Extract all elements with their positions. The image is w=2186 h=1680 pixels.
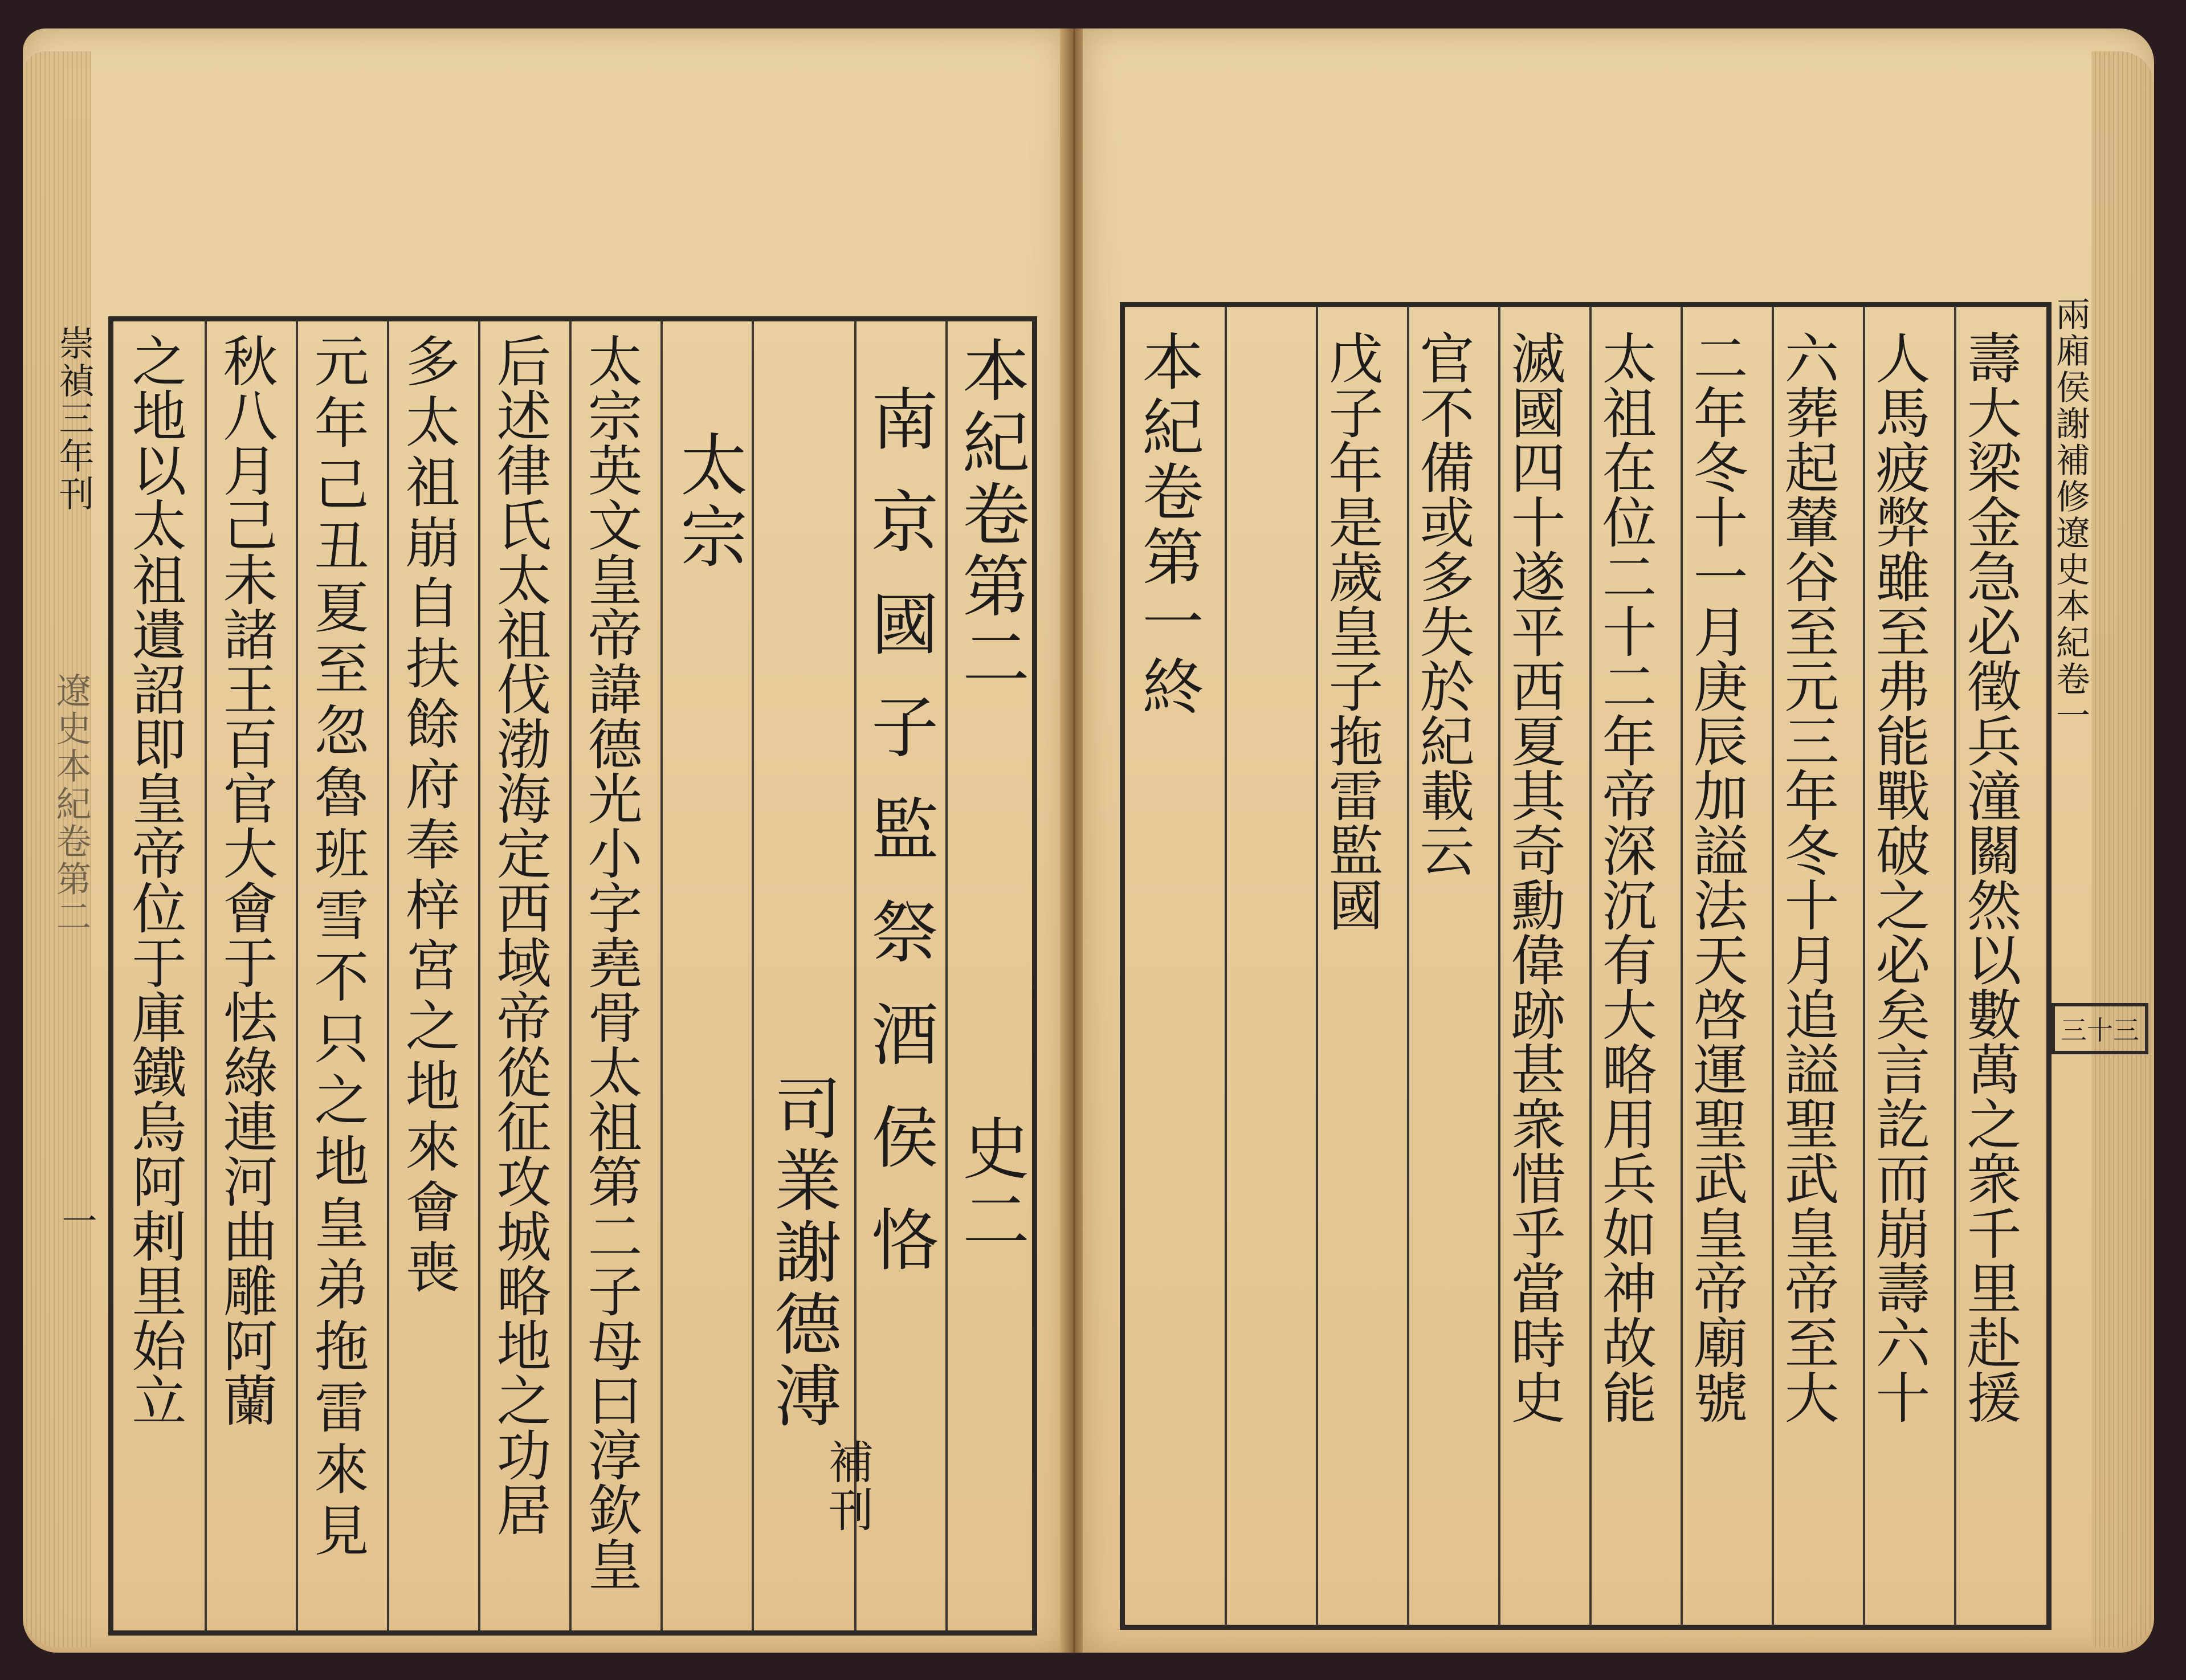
left-col-1: 太宗英文皇帝諱德光小字堯骨太祖第二子母曰淳欽皇: [579, 333, 643, 1591]
right-page: [1083, 28, 2154, 1653]
left-margin-note: 崇禎三年刊: [53, 325, 95, 513]
chapter-name: 太宗: [669, 430, 748, 573]
left-header-section: 史二: [951, 1114, 1030, 1257]
right-col-7: 官不備或多失於紀載云: [1411, 330, 1475, 877]
right-margin-page: 三十三: [2052, 1003, 2148, 1054]
left-page: [23, 28, 1066, 1653]
left-text-frame: [108, 316, 1037, 1636]
left-col-4: 元年己丑夏至忽魯班雪不只之地皇弟拖雷來見: [305, 333, 369, 1564]
left-margin-title: 遼史本紀卷第二: [50, 672, 92, 936]
left-col-5: 秋八月己未諸王百官大會于怯綠連河曲雕阿蘭: [214, 333, 278, 1427]
right-col-1: 壽大梁金急必徵兵潼關然以數萬之衆千里赴援: [1958, 330, 2022, 1424]
author-line-1: 南京國子監祭酒侯恪: [860, 384, 939, 1307]
right-col-6: 滅國四十遂平西夏其奇勳偉跡甚衆惜乎當時史: [1502, 330, 1566, 1424]
right-text-frame: [1120, 302, 2052, 1630]
right-col-8: 戊子年是歲皇子拖雷監國: [1320, 330, 1384, 932]
open-book: [23, 17, 2154, 1664]
right-col-2: 人馬疲弊雖至弗能戰破之必矣言訖而崩壽六十: [1867, 330, 1931, 1424]
left-col-3: 多太祖崩自扶餘府奉梓宮之地來會喪: [397, 333, 460, 1299]
left-header-title: 本紀卷第二: [951, 336, 1030, 695]
right-margin-header: 兩廂侯謝補修遼史本紀卷一: [2050, 296, 2090, 734]
left-col-2: 后述律氏太祖伐渤海定西域帝從征攻城略地之功居: [488, 333, 552, 1536]
right-col-3: 六葬起輦谷至元三年冬十月追謚聖武皇帝至大: [1776, 330, 1840, 1424]
end-title: 本紀卷第一終: [1132, 330, 1203, 720]
author-line-2: 司業謝德溥: [763, 1074, 842, 1433]
left-margin-page: 一: [56, 1202, 97, 1240]
right-col-5: 太祖在位二十二年帝深沉有大略用兵如神故能: [1593, 330, 1657, 1424]
author-note: 補刊: [821, 1438, 874, 1534]
right-col-4: 二年冬十一月庚辰加謚法天啓運聖武皇帝廟號: [1685, 330, 1748, 1424]
right-page-edge: [2091, 51, 2154, 1647]
left-col-6: 之地以太祖遺詔即皇帝位于庫鐵烏阿剌里始立: [123, 333, 187, 1427]
